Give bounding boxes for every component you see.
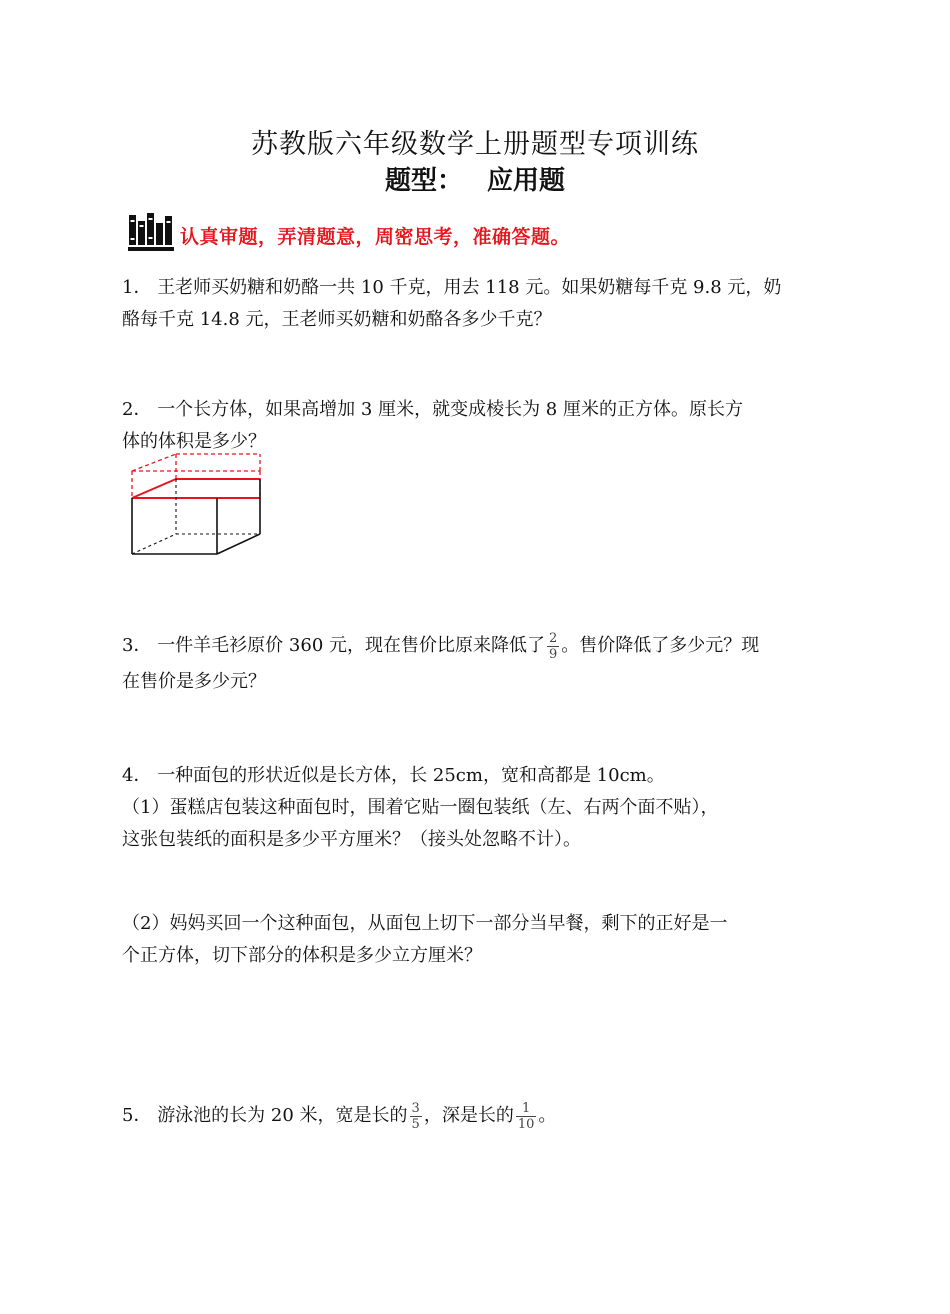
question-4-text: 一种面包的形状近似是长方体，长 25cm，宽和高都是 10cm。: [157, 765, 665, 786]
question-number: 5．: [122, 1105, 152, 1126]
question-4-line-1: [122, 760, 834, 792]
question-number: 4．: [122, 765, 152, 786]
books-icon: [128, 212, 174, 256]
question-3-text-cont: 。售价降低了多少元？现: [561, 635, 760, 656]
fraction-2-9: [547, 631, 559, 662]
question-3-text: 一件羊毛衫原价 360 元，现在售价比原来降低了: [157, 635, 545, 656]
fraction-1-10: [516, 1101, 537, 1132]
cuboid-diagram-icon: [126, 448, 268, 564]
question-4-sub1-line-1: （1）蛋糕店包装这种面包时，围着它贴一圈包装纸（左、右两个面不贴），: [122, 797, 719, 818]
fraction-numerator: 1: [516, 1101, 537, 1117]
question-4: [122, 760, 834, 856]
fraction-numerator: 2: [549, 630, 558, 646]
question-4-sub1-line-2: 这张包装纸的面积是多少平方厘米？（接头处忽略不计）。: [122, 829, 581, 850]
question-2-text: 一个长方体，如果高增加 3 厘米，就变成棱长为 8 厘米的正方体。原长方: [157, 399, 743, 420]
question-4-part-2: [122, 908, 834, 972]
question-4-sub2-line-2: 个正方体，切下部分的体积是多少立方厘米？: [122, 945, 482, 966]
question-4-sub2-line-1: （2）妈妈买回一个这种面包，从面包上切下一部分当早餐，剩下的正好是一: [122, 913, 728, 934]
question-number: 3．: [122, 635, 152, 656]
fraction-denominator: 10: [517, 1116, 535, 1132]
question-number: 2．: [122, 399, 152, 420]
question-type-heading: [0, 160, 950, 197]
question-type-label: 题型：: [384, 166, 463, 196]
question-1-line-1: [122, 272, 834, 304]
fraction-denominator: 5: [411, 1116, 420, 1132]
question-1-line-2: 酪每千克 14.8 元，王老师买奶糖和奶酪各多少千克？: [122, 309, 552, 330]
question-3: [122, 628, 834, 700]
fraction-numerator: 3: [411, 1100, 420, 1116]
question-3-line-2: 在售价是多少元？: [122, 671, 266, 692]
question-5-text-2: ，深是长的: [423, 1105, 514, 1126]
question-2-line-1: [122, 394, 834, 426]
fraction-3-5: [410, 1101, 422, 1132]
motto-text: 认真审题，弄清题意，周密思考，准确答题。: [180, 226, 571, 248]
question-type-value: 应用题: [487, 166, 566, 196]
question-2-line-2: 体的体积是多少？: [122, 431, 266, 452]
question-number: 1．: [122, 277, 152, 298]
question-5: [122, 1096, 834, 1136]
question-5-text-3: 。: [538, 1105, 557, 1126]
question-1-text: 王老师买奶糖和奶酪一共 10 千克，用去 118 元。如果奶糖每千克 9.8 元，奶: [157, 277, 782, 298]
fraction-denominator: 9: [549, 646, 558, 662]
page-title: 苏教版六年级数学上册题型专项训练: [251, 129, 699, 160]
question-1: [122, 272, 834, 336]
question-5-text: 游泳池的长为 20 米，宽是长的: [157, 1105, 408, 1126]
question-3-line-1: [122, 628, 834, 664]
